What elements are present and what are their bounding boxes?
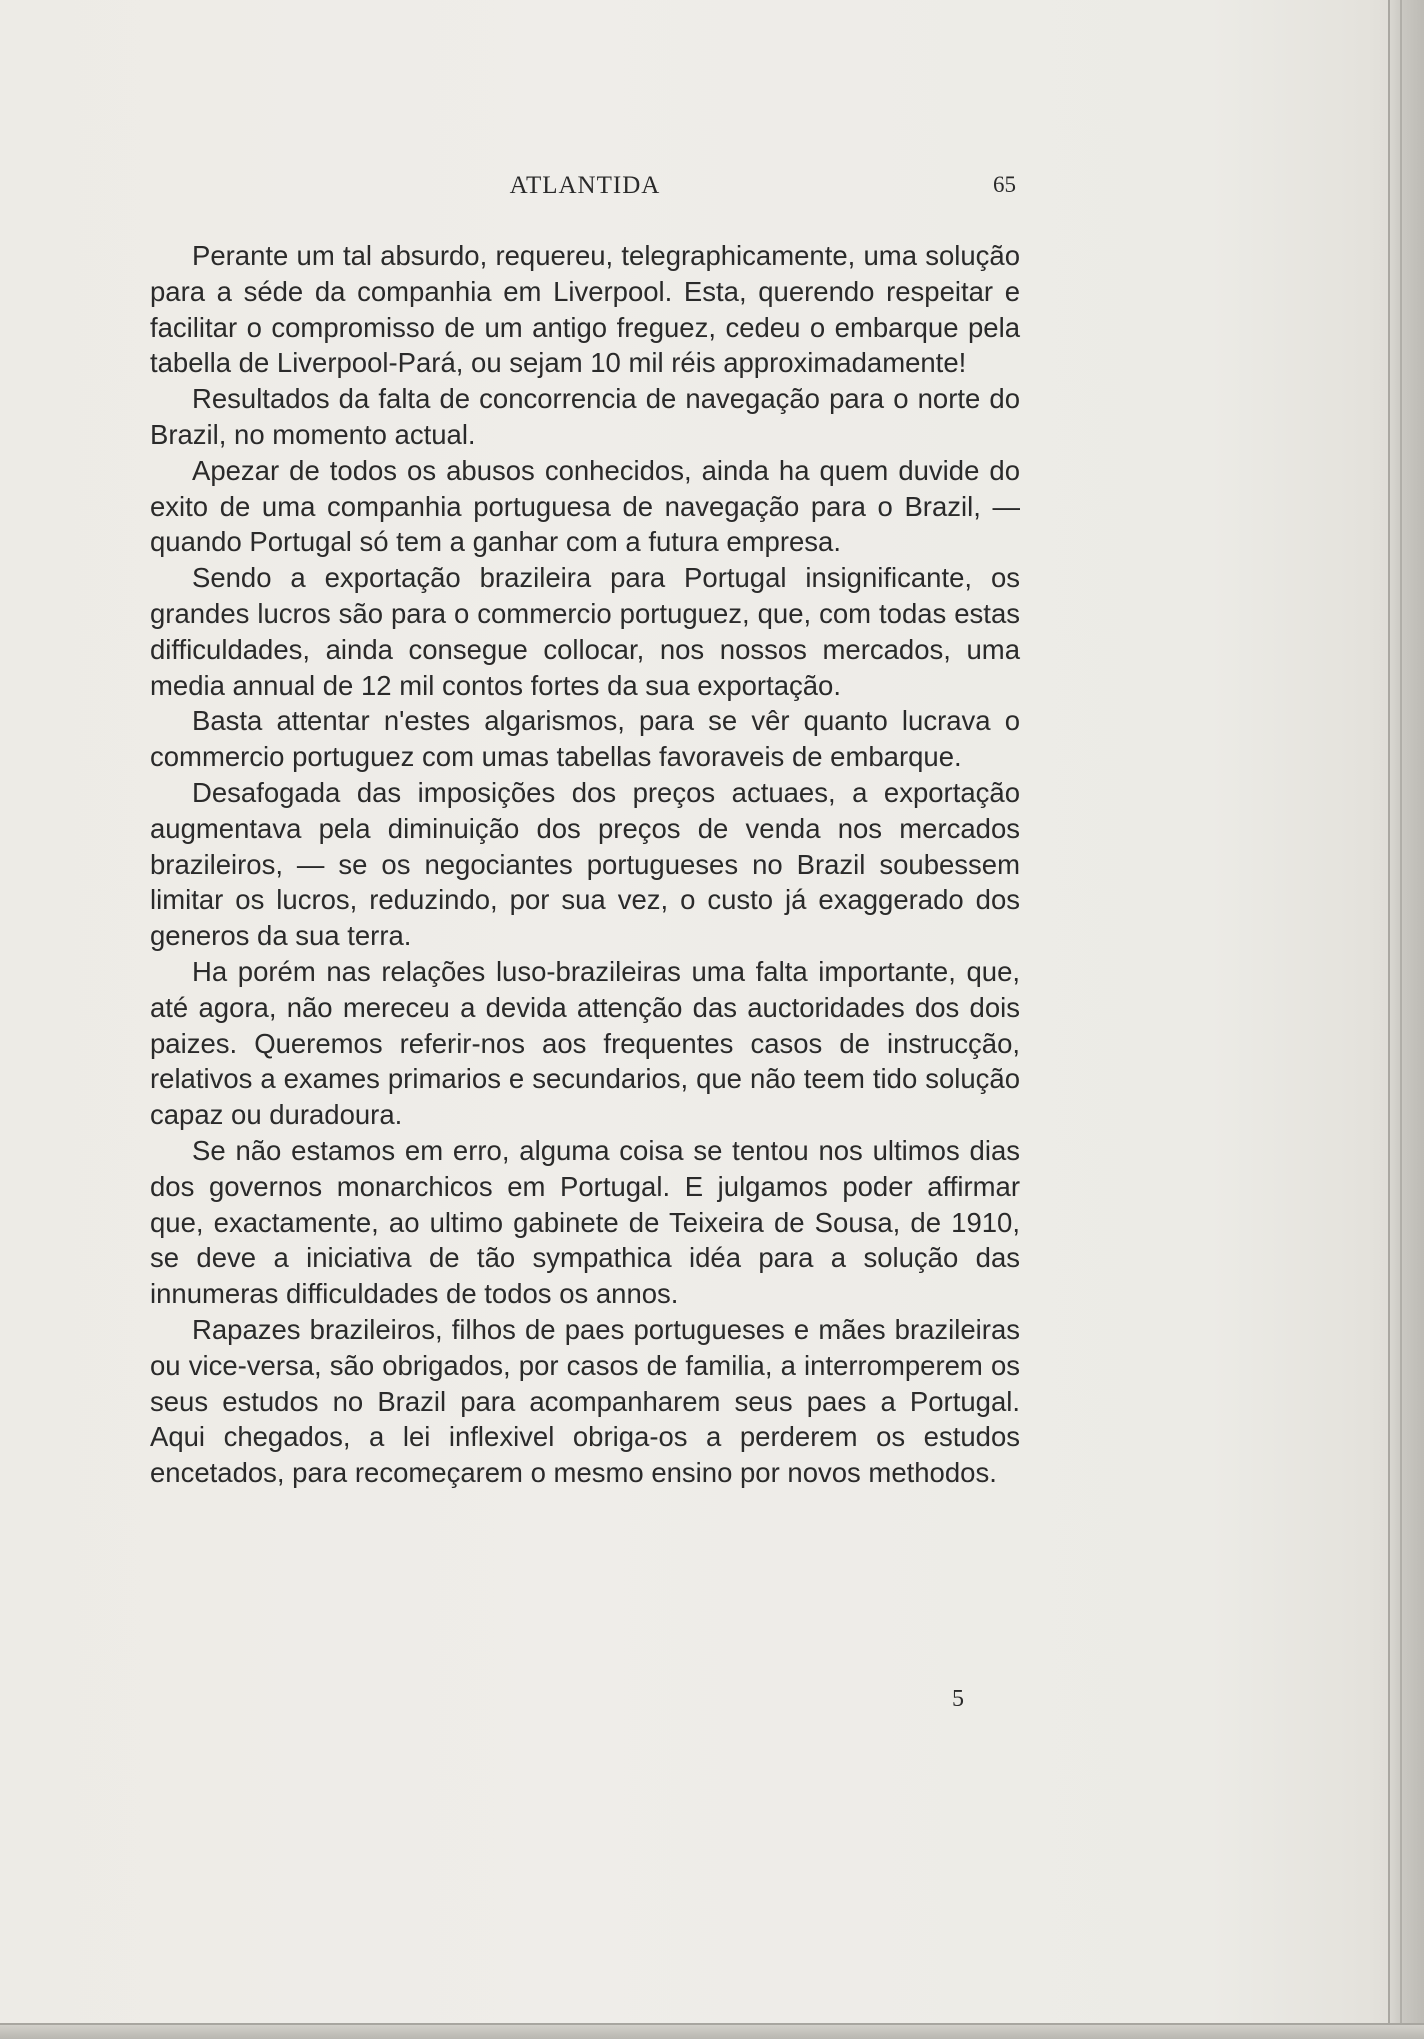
paragraph: Se não estamos em erro, alguma coisa se tentou nos ultimos dias dos governos monarchicos em Portugal. E julgamos poder affirmar que, exactamente, ao ultimo gabinete de Teixeira de Sousa, de 1910, se deve a iniciativa de tão sympathica idéa para a solução das innumeras difficuldades de todos os annos.: [150, 1134, 1020, 1310]
paragraph: Desafogada das imposições dos preços actuaes, a exportação augmentava pela diminuição dos preços de venda nos mercados brazileiros, — se os negociantes portugueses no Brazil soubessem limitar os lucros, reduzindo, por sua vez, o custo já exaggerado dos generos da sua terra.: [150, 776, 1020, 952]
paragraph: Ha porém nas relações luso-brazileiras uma falta importante, que, até agora, não mereceu a devida attenção das auctoridades dos dois paizes. Queremos referir-nos aos frequentes casos de instrucção, relativos a exames primarios e secundarios, que não teem tido solução capaz ou duradoura.: [150, 955, 1020, 1131]
paragraph: Perante um tal absurdo, requereu, telegraphicamente, uma solução para a séde da companhia em Liverpool. Esta, querendo respeitar e facilitar o compromisso de um antigo freguez, cedeu o embarque pela tabella de Liverpool-Pará, ou sejam 10 mil réis approximadamente!: [150, 240, 1020, 379]
body-text: [150, 238, 1020, 1491]
page-number: 65: [993, 172, 1016, 197]
paragraph: Apezar de todos os abusos conhecidos, ainda ha quem duvide do exito de uma companhia portuguesa de navegação para o Brazil, — quando Portugal só tem a ganhar com a futura empresa.: [150, 454, 1020, 558]
page-edge-bottom: [0, 2023, 1424, 2039]
running-title: ATLANTIDA: [509, 172, 661, 199]
page-edge-right: [1388, 0, 1424, 2039]
paragraph: Sendo a exportação brazileira para Portugal insignificante, os grandes lucros são para o commercio portuguez, que, com todas estas difficuldades, ainda consegue collocar, nos nossos mercados, uma media annual de 12 mil contos fortes da sua exportação.: [150, 562, 1020, 701]
paragraph: Resultados da falta de concorrencia de navegação para o norte do Brazil, no momento actual.: [150, 383, 1020, 450]
paragraph: Basta attentar n'estes algarismos, para se vêr quanto lucrava o commercio portuguez com umas tabellas favoraveis de embarque.: [150, 705, 1020, 773]
paragraph: Rapazes brazileiros, filhos de paes portugueses e mães brazileiras ou vice-versa, são obrigados, por casos de familia, a interromperem os seus estudos no Brazil para acompanharem seus paes a Portugal. Aqui chegados, a lei inflexivel obriga-os a perderem os estudos encetados, para recomeçarem o mesmo ensino por novos methodos.: [150, 1313, 1020, 1489]
running-header: [150, 172, 1020, 202]
signature-mark: 5: [952, 1686, 964, 1712]
